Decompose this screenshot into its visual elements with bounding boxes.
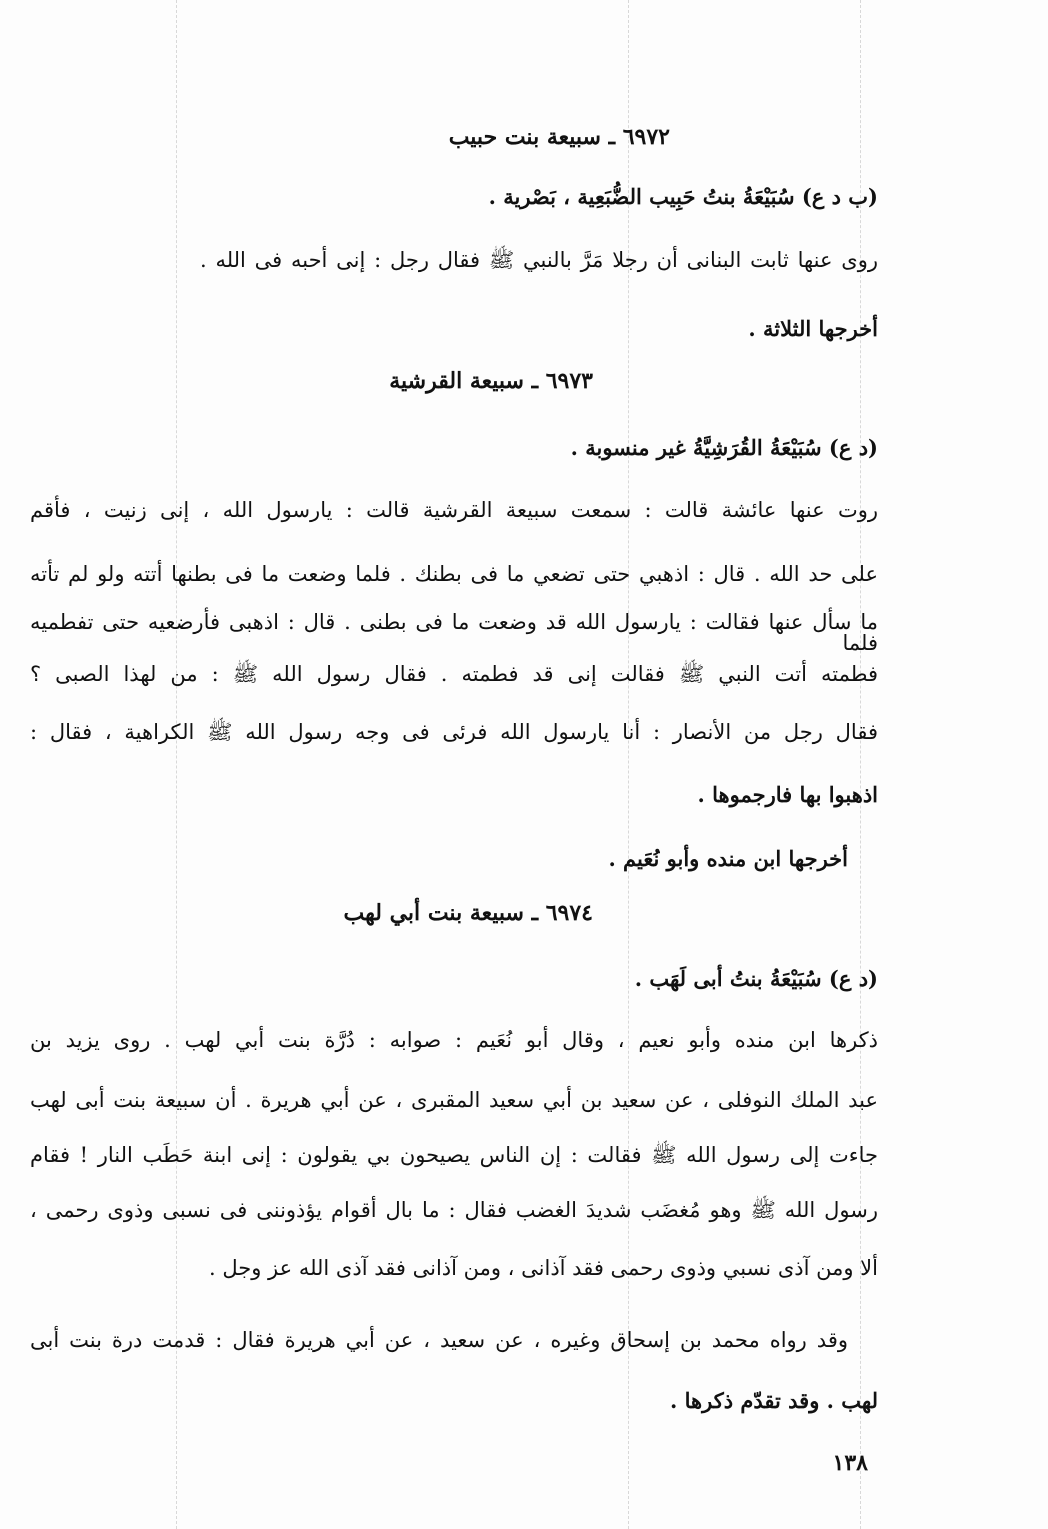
entry-line: فقال رجل من الأنصار : أنا يارسول الله فرئى فى وجه رسول الله ﷺ الكراهية ، فقال : <box>30 720 878 744</box>
entry-heading: ٦٩٧٢ ـ سبيعة بنت حبيب <box>448 124 670 150</box>
entry-line: (د ع) سُبَيْعَةُ بنتُ أبى لَهَب . <box>634 966 878 991</box>
entry-line: لهب . وقد تقدّم ذكرها . <box>670 1388 878 1413</box>
entry-line: عبد الملك النوفلى ، عن سعيد بن أبي سعيد المقبرى ، عن أبي هريرة . أن سبيعة بنت أبى لهب <box>30 1088 878 1112</box>
entry-heading: ٦٩٧٤ ـ سبيعة بنت أبي لهب <box>343 900 593 926</box>
entry-line: ألا ومن آذى نسبي وذوى رحمى فقد آذانى ، ومن آذانى فقد آذى الله عز وجل . <box>208 1256 878 1280</box>
entry-line: (ب د ع) سُبَيْعَةُ بنتُ حَبِيب الضُّبَعِية ، بَصْرية . <box>488 184 878 209</box>
entry-line: أخرجها ابن منده وأبو نُعَيم . <box>608 846 848 871</box>
scan-artifact-line <box>176 0 177 1529</box>
entry-line: روى عنها ثابت البنانى أن رجلا مَرَّ بالنبي ﷺ فقال رجل : إنى أحبه فى الله . <box>200 248 878 272</box>
entry-line: أخرجها الثلاثة . <box>748 316 878 341</box>
entry-line: على حد الله . قال : اذهبي حتى تضعي ما فى بطنك . فلما وضعت ما فى بطنها أتته ولو لم تأته <box>30 562 878 586</box>
entry-line: جاءت إلى رسول الله ﷺ فقالت : إن الناس يصيحون بي يقولون : إنى ابنة حَطَب النار ! فقام <box>30 1143 878 1167</box>
entry-heading: ٦٩٧٣ ـ سبيعة القرشية <box>389 368 593 394</box>
entry-line: ذكرها ابن منده وأبو نعيم ، وقال أبو نُعَيم : صوابه : دُرَّة بنت أبي لهب . روى يزيد بن <box>30 1028 878 1052</box>
entry-line: روت عنها عائشة قالت : سمعت سبيعة القرشية قالت : يارسول الله ، إنى زنيت ، فأقم <box>30 498 878 522</box>
entry-line: (د ع) سُبَيْعَةُ القُرَشِيَّةُ غير منسوبة . <box>570 435 878 460</box>
entry-line: ما سأل عنها فقالت : يارسول الله قد وضعت ما فى بطنى . قال : اذهبى فأرضعيه حتى تفطميه فلما <box>30 610 878 655</box>
scan-artifact-line <box>628 0 629 1529</box>
entry-line: فطمته أتت النبي ﷺ فقالت إنى قد فطمته . فقال رسول الله ﷺ : من لهذا الصبى ؟ <box>30 662 878 686</box>
entry-line: رسول الله ﷺ وهو مُغضَب شديدَ الغضب فقال : ما بال أقوام يؤذوننى فى نسبى وذوى رحمى ، <box>30 1198 878 1222</box>
entry-line: اذهبوا بها فارجموها . <box>697 782 878 807</box>
entry-line: وقد رواه محمد بن إسحاق وغيره ، عن سعيد ، عن أبي هريرة فقال : قدمت درة بنت أبى <box>30 1328 848 1352</box>
page-number: ١٣٨ <box>832 1450 868 1476</box>
scan-artifact-line <box>860 0 861 1529</box>
